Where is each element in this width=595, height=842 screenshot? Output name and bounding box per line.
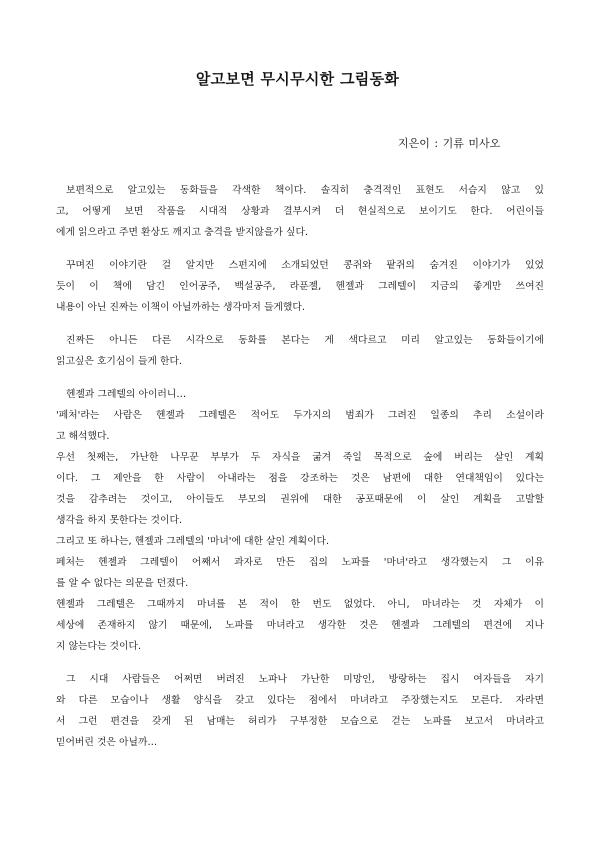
text-line: 생각을 하지 못한다는 것이다. — [56, 515, 183, 526]
paragraph — [56, 384, 544, 657]
text-line: 고, 어떻게 보면 작품을 시대적 상황과 결부시켜 더 현실적으로 보이기도 한다. 어린이들 — [56, 206, 544, 217]
document-body — [56, 180, 544, 753]
text-line: '페처'라는 사람은 헨젤과 그레텔은 적어도 두가지의 범죄가 그려진 일종의 추리 소설이라 — [56, 410, 544, 421]
text-line: 이다. 그 제안을 한 사람이 아내라는 점을 강조하는 것은 남편에 대한 연대책임이 있다는 — [56, 473, 544, 484]
text-line: 듯이 이 책에 담긴 인어공주, 백설공주, 라푼젤, 헨젤과 그레텔이 지금의 좋게만 쓰여진 — [56, 281, 544, 292]
text-line: 믿어버린 것은 아닐까… — [56, 737, 158, 748]
text-line: 헨젤과 그레텔의 아이러니… — [66, 389, 187, 400]
text-line: 헨젤과 그레텔은 그때까지 마녀를 본 적이 한 번도 없었다. 아니, 마녀라는 것 자체가 이 — [56, 599, 544, 610]
text-line: 지 않는다는 것이다. — [56, 641, 142, 652]
text-line: 내용이 아닌 진짜는 이책이 아닐까하는 생각마저 들게했다. — [56, 302, 305, 313]
text-line: 그 시대 사람들은 어쩌면 버려진 노파나 가난한 미망인, 방랑하는 집시 여자들을 자기 — [66, 674, 544, 685]
text-line: 에게 읽으라고 주면 환상도 깨지고 충격을 받지않을가 싶다. — [56, 227, 309, 238]
text-line: 우선 첫째는, 가난한 나무꾼 부부가 두 자식을 굶겨 죽일 목적으로 숲에 버리는 살인 계획 — [56, 452, 544, 463]
text-line: 와 다른 모습이나 생활 양식을 갖고 있다는 점에서 마녀라고 주장했는지도 모른다. 자라면 — [56, 695, 544, 706]
paragraph — [56, 255, 544, 318]
text-line: 고 해석했다. — [56, 431, 110, 442]
text-line: 세상에 존재하지 않기 때문에, 노파를 마녀라고 생각한 것은 헨젤과 그레텔의 편견에 지나 — [56, 620, 544, 631]
paragraph — [56, 330, 544, 372]
text-line: 것을 감추려는 것이고, 아이들도 부모의 권위에 대한 공포때문에 이 살인 계획을 고발할 — [56, 494, 544, 505]
document-author: 지은이 : 기류 미사오 — [398, 137, 501, 150]
text-line: 꾸며진 이야기란 걸 알지만 스펀지에 소개되었던 콩쥐와 팥쥐의 숨겨진 이야기가 있었 — [66, 260, 544, 271]
text-line: 읽고싶은 호기심이 들게 한다. — [56, 356, 183, 367]
text-line: 진짜든 아니든 다른 시각으로 동화를 본다는 게 색다르고 미리 알고있는 동화들이기에 — [66, 335, 544, 346]
text-line: 서 그런 편견을 갖게 된 남매는 허리가 구부정한 모습으로 걷는 노파를 보고서 마녀라고 — [56, 716, 544, 727]
text-line: 그리고 또 하나는, 헨젤과 그레텔의 '마녀'에 대한 살인 계획이다. — [56, 536, 330, 547]
paragraph — [56, 669, 544, 753]
text-line: 보편적으로 알고있는 동화들을 각색한 책이다. 솔직히 충격적인 표현도 서슴지 않고 있 — [66, 185, 544, 196]
paragraph — [56, 180, 544, 243]
text-line: 를 알 수 없다는 의문을 던졌다. — [56, 578, 189, 589]
text-line: 페처는 헨젤과 그레텔이 어째서 과자로 만든 집의 노파를 '마녀'라고 생각했는지 그 이유 — [56, 557, 544, 568]
document-title: 알고보면 무시무시한 그림동화 — [195, 70, 400, 88]
